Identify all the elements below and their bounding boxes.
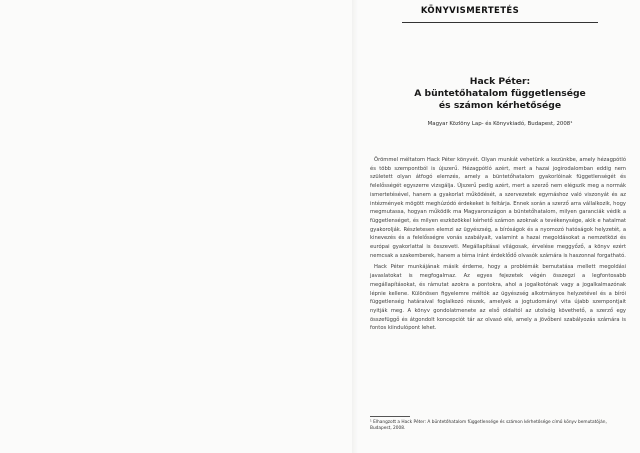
review-body [370,156,626,333]
book-title-line-1: A büntetőhatalom függetlensége [414,88,586,99]
body-paragraph: Hack Péter munkájának másik érdeme, hogy a problémák bemutatása mellett megoldási javaslatokat is megfogalmaz. Az egyes fejezetek végén összegzi a legfontosabb megállapításokat, és rámutat azokra a pontokra, ahol a jogalkotónak vagy a jogalkalmazónak lépnie kellene. Különösen figyelemre méltók az ügyészség alkotmányos helyzetével és a bírói függetlenség határaival foglalkozó részek, amelyek a jogtudományi vita újabb szempontjait nyitják meg. A könyv gondolatmenete az első oldaltól az utolsóig követhető, a szerző egy összefüggő és átgondolt koncepciót tár az olvasó elé, amely a jövőbeni szabályozás számára is fontos kiindulópont lehet. [370,264,626,332]
book-author: Hack Péter: [469,76,531,87]
book-title-line-2: és számon kérhetősége [438,99,562,111]
section-heading: KÖNYVISMERTETÉS [420,6,520,16]
body-paragraph: Örömmel méltatom Hack Péter könyvét. Olyan munkát vehetünk a kezünkbe, amely hézagpótló és több szempontból is újszerű. Hézagpótló azért, mert a hazai jogirodalomban eddig nem született olyan átfogó elemzés, amely a büntetőhatalom gyakorlóinak függetlenségét és felelősségét egyszerre vizsgálja. Újszerű pedig azért, mert a szerző nem elégszik meg a normák ismertetésével, hanem a gyakorlat működését, a szervezetek egymáshoz való viszonyát és az intézmények mögött meghúzódó érdekeket is feltárja. Ennek során a szerző arra vállalkozik, hogy megmutassa, hogyan működik ma Magyarországon a büntetőhatalom, milyen garanciák védik a függetlenséget, és milyen eszközökkel kérhető számon azoknak a tevékenysége, akik e hatalmat gyakorolják. Részletesen elemzi az ügyészség, a bíróságok és a nyomozó hatóságok helyzetét, a kinevezés és a felelősségre vonás szabályait, valamint a hazai megoldásokat a nemzetközi és európai gyakorlattal is összeveti. Megállapításai világosak, érvelése meggyőző, a könyv ezért nemcsak a szakemberek, hanem a téma iránt érdeklődő olvasók számára is haszonnal forgatható. [370,157,626,259]
publication-info: Magyar Közlöny Lap- és Könyvkiadó, Budapest, 2008¹ [427,121,573,127]
heading-rule [402,22,598,23]
review-title-block [400,76,600,111]
footnote-rule [370,416,410,417]
page-gutter [352,0,358,453]
footnote: ¹ Elhangzott a Hack Péter: A büntetőhatalom függetlensége és számon kérhetősége című könyv bemutatóján, Budapest, 2008. [370,420,607,431]
